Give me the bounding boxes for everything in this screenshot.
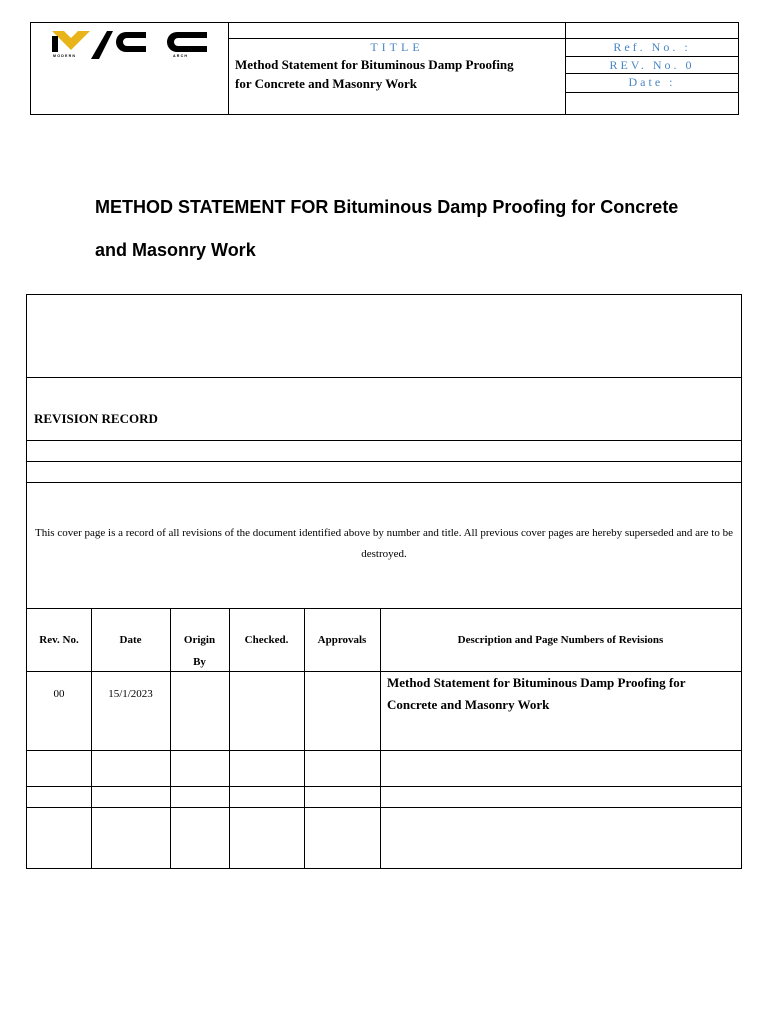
- divider: [27, 807, 741, 808]
- header-title-text: Method Statement for Bituminous Damp Proofing for Concrete and Masonry Work: [235, 57, 514, 91]
- col-header-checked: Checked.: [244, 634, 289, 646]
- divider: [27, 786, 741, 787]
- logo-cell: [31, 23, 229, 114]
- row-description: Method Statement for Bituminous Damp Proofing for Concrete and Masonry Work: [387, 675, 686, 712]
- title-top-strip: [229, 23, 565, 39]
- title-cell: [229, 23, 566, 114]
- revision-record-label: REVISION RECORD: [34, 411, 158, 426]
- rev-no-cell: REV. No. 0: [566, 57, 738, 74]
- page-title: METHOD STATEMENT FOR Bituminous Damp Proofing for Concrete and Masonry Work: [95, 197, 679, 260]
- divider: [27, 750, 741, 751]
- col-header-description: Description and Page Numbers of Revisions: [457, 634, 664, 646]
- document-header: [30, 22, 739, 115]
- ref-no-cell: Ref. No. :: [566, 39, 738, 57]
- revision-record-table: [26, 294, 742, 869]
- col-header-approvals: Approvals: [317, 634, 367, 646]
- ref-empty-cell: [566, 93, 738, 114]
- date-cell: Date :: [566, 74, 738, 93]
- col-header-rev-no: Rev. No.: [39, 634, 79, 646]
- col-header-origin-by: [170, 629, 229, 673]
- cover-page-notice: This cover page is a record of all revisions of the document identified above by number and title. All previous cover pages are hereby superseded and are to be destroyed.: [35, 527, 733, 560]
- col-header-origin-by-text: Origin By: [183, 634, 216, 668]
- row-date: 15/1/2023: [108, 688, 153, 700]
- reference-cells: [566, 23, 738, 114]
- col-header-date: Date: [119, 634, 142, 646]
- title-label: TITLE: [370, 40, 424, 54]
- divider: [27, 608, 741, 609]
- logo-sub-left: MODERN: [53, 54, 77, 58]
- row-rev-no: 00: [53, 688, 65, 700]
- divider: [27, 482, 741, 483]
- divider: [27, 440, 741, 441]
- company-logo: [31, 23, 229, 114]
- logo-sub-right: ARCH: [173, 54, 189, 58]
- divider: [27, 461, 741, 462]
- ref-blank-cell: [566, 23, 738, 39]
- divider: [27, 377, 741, 378]
